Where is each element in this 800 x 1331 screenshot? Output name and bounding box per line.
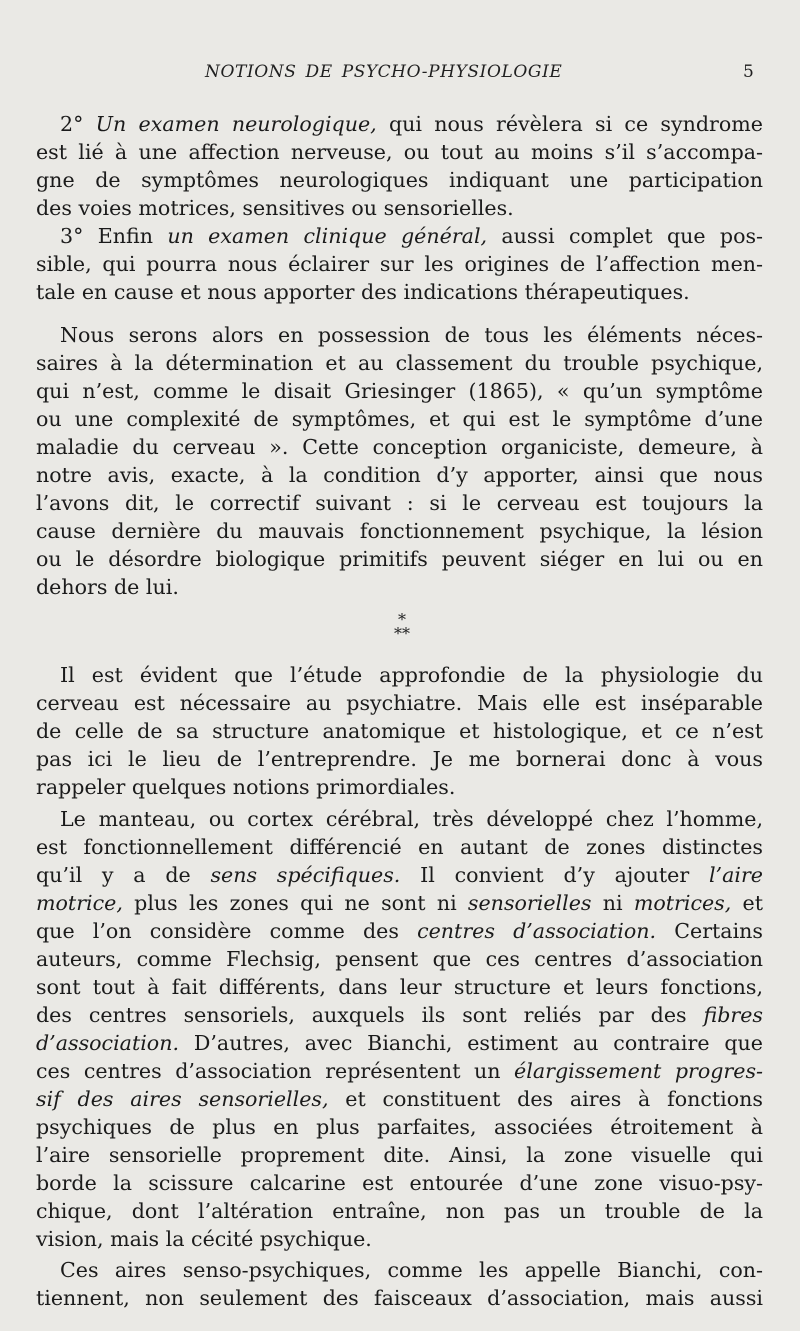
page-header — [0, 62, 800, 90]
text-segment: borde la scissure calcarine est entourée d’une zone visuo-psy- — [36, 1171, 763, 1195]
running-title: NOTIONS DE PSYCHO-PHYSIOLOGIE — [205, 62, 563, 82]
text-line — [60, 321, 763, 349]
text-segment: ou le désordre biologique primitifs peuvent siéger en lui ou en — [36, 547, 763, 571]
text-segment: notre avis, exacte, à la condition d’y apporter, ainsi que nous — [36, 463, 763, 487]
text-line — [36, 433, 763, 461]
text-segment: ou une complexité de symptômes, et qui est le symptôme d’une — [36, 407, 763, 431]
text-line — [36, 349, 763, 377]
text-line — [36, 717, 763, 745]
text-line — [36, 405, 763, 433]
text-segment: ces centres d’association représentent un — [36, 1059, 515, 1083]
text-line — [36, 1085, 763, 1113]
italic-text-segment: motrices, — [633, 891, 732, 915]
text-segment: des centres sensoriels, auxquels ils sont reliés par des — [36, 1003, 704, 1027]
text-line — [36, 1169, 763, 1197]
asterism-bottom: ** — [394, 624, 410, 643]
text-line — [36, 377, 763, 405]
text-segment: que l’on considère comme des — [36, 919, 418, 943]
text-line — [60, 805, 763, 833]
text-line — [36, 1284, 763, 1312]
text-segment: et constituent des aires à fonctions — [328, 1087, 763, 1111]
text-line — [36, 833, 763, 861]
text-segment: l’aire sensorielle proprement dite. Ainsi, la zone visuelle qui — [36, 1143, 763, 1167]
italic-text-segment: sens spécifiques. — [210, 863, 401, 887]
text-segment: rappeler quelques notions primordiales. — [36, 775, 456, 799]
text-segment: 3° Enfin — [60, 224, 168, 248]
text-segment: sont tout à fait différents, dans leur structure et leurs fonctions, — [36, 975, 763, 999]
text-segment: saires à la détermination et au classement du trouble psychique, — [36, 351, 763, 375]
text-line — [60, 110, 763, 138]
text-segment: aussi complet que pos- — [487, 224, 763, 248]
text-segment: Ces aires senso-psychiques, comme les appelle Bianchi, con- — [60, 1258, 763, 1282]
italic-text-segment: élargissement progres- — [514, 1059, 763, 1083]
text-line — [36, 1029, 763, 1057]
text-line — [36, 773, 763, 801]
italic-text-segment: centres d’association. — [417, 919, 657, 943]
text-segment: qu’il y a de — [36, 863, 211, 887]
text-segment: psychiques de plus en plus parfaites, associées étroitement à — [36, 1115, 763, 1139]
text-segment: de celle de sa structure anatomique et histologique, et ce n’est — [36, 719, 763, 743]
text-segment: tale en cause et nous apporter des indications thérapeutiques. — [36, 280, 690, 304]
text-segment: gne de symptômes neurologiques indiquant une participation — [36, 168, 763, 192]
text-line — [36, 745, 763, 773]
italic-text-segment: fibres — [703, 1003, 763, 1027]
text-segment: et — [731, 891, 763, 915]
text-segment: auteurs, comme Flechsig, pensent que ces centres d’association — [36, 947, 763, 971]
text-segment: plus les zones qui ne sont ni — [122, 891, 468, 915]
text-line — [36, 489, 763, 517]
text-segment: qui n’est, comme le disait Griesinger (1865), « qu’un symptôme — [36, 379, 763, 403]
italic-text-segment: l’aire — [708, 863, 763, 887]
asterism-top: * — [398, 610, 406, 629]
text-segment: D’autres, avec Bianchi, estiment au contraire que — [179, 1031, 763, 1055]
text-line — [36, 1001, 763, 1029]
text-segment: l’avons dit, le correctif suivant : si le cerveau est toujours la — [36, 491, 763, 515]
text-line — [36, 138, 763, 166]
italic-text-segment: sif des aires sensorielles, — [36, 1087, 329, 1111]
text-line — [36, 1225, 763, 1253]
italic-text-segment: Un examen neurologique, — [95, 112, 377, 136]
text-line — [36, 166, 763, 194]
text-line — [36, 573, 763, 601]
text-segment: Il convient d’y ajouter — [400, 863, 709, 887]
page-number: 5 — [743, 62, 754, 82]
italic-text-segment: sensorielles — [467, 891, 592, 915]
text-segment: vision, mais la cécité psychique. — [36, 1227, 372, 1251]
text-line — [60, 661, 763, 689]
text-segment: sible, qui pourra nous éclairer sur les origines de l’affection men- — [36, 252, 763, 276]
text-segment: qui nous révèlera si ce syndrome — [376, 112, 763, 136]
text-segment: Certains — [656, 919, 764, 943]
text-line — [36, 250, 763, 278]
text-segment: chique, dont l’altération entraîne, non pas un trouble de la — [36, 1199, 763, 1223]
text-segment: est fonctionnellement différencié en autant de zones distinctes — [36, 835, 763, 859]
text-line — [60, 222, 763, 250]
italic-text-segment: un examen clinique général, — [167, 224, 488, 248]
text-segment: cerveau est nécessaire au psychiatre. Mais elle est inséparable — [36, 691, 763, 715]
text-line — [36, 861, 763, 889]
text-segment: Il est évident que l’étude approfondie de la physiologie du — [60, 663, 763, 687]
text-line — [36, 917, 763, 945]
italic-text-segment: motrice, — [36, 891, 123, 915]
text-segment: 2° — [60, 112, 96, 136]
text-line — [36, 1141, 763, 1169]
text-segment: tiennent, non seulement des faisceaux d’association, mais aussi — [36, 1286, 763, 1310]
text-segment: ni — [591, 891, 634, 915]
text-line — [36, 889, 763, 917]
text-line — [36, 545, 763, 573]
text-line — [36, 1197, 763, 1225]
text-segment: pas ici le lieu de l’entreprendre. Je me bornerai donc à vous — [36, 747, 763, 771]
text-line — [60, 1256, 763, 1284]
text-segment: Nous serons alors en possession de tous les éléments néces- — [60, 323, 763, 347]
text-line — [36, 1113, 763, 1141]
text-segment: dehors de lui. — [36, 575, 179, 599]
text-segment: cause dernière du mauvais fonctionnement psychique, la lésion — [36, 519, 763, 543]
text-segment: est lié à une affection nerveuse, ou tout au moins s’il s’accompa- — [36, 140, 763, 164]
text-line — [36, 517, 763, 545]
text-segment: des voies motrices, sensitives ou sensorielles. — [36, 196, 514, 220]
text-line — [36, 689, 763, 717]
text-line — [36, 945, 763, 973]
text-line — [36, 278, 763, 306]
text-line — [36, 194, 763, 222]
section-break-asterism — [384, 610, 420, 645]
text-line — [36, 1057, 763, 1085]
text-line — [36, 461, 763, 489]
text-line — [36, 973, 763, 1001]
italic-text-segment: d’association. — [36, 1031, 180, 1055]
text-segment: maladie du cerveau ». Cette conception organiciste, demeure, à — [36, 435, 763, 459]
text-segment: Le manteau, ou cortex cérébral, très développé chez l’homme, — [60, 807, 763, 831]
